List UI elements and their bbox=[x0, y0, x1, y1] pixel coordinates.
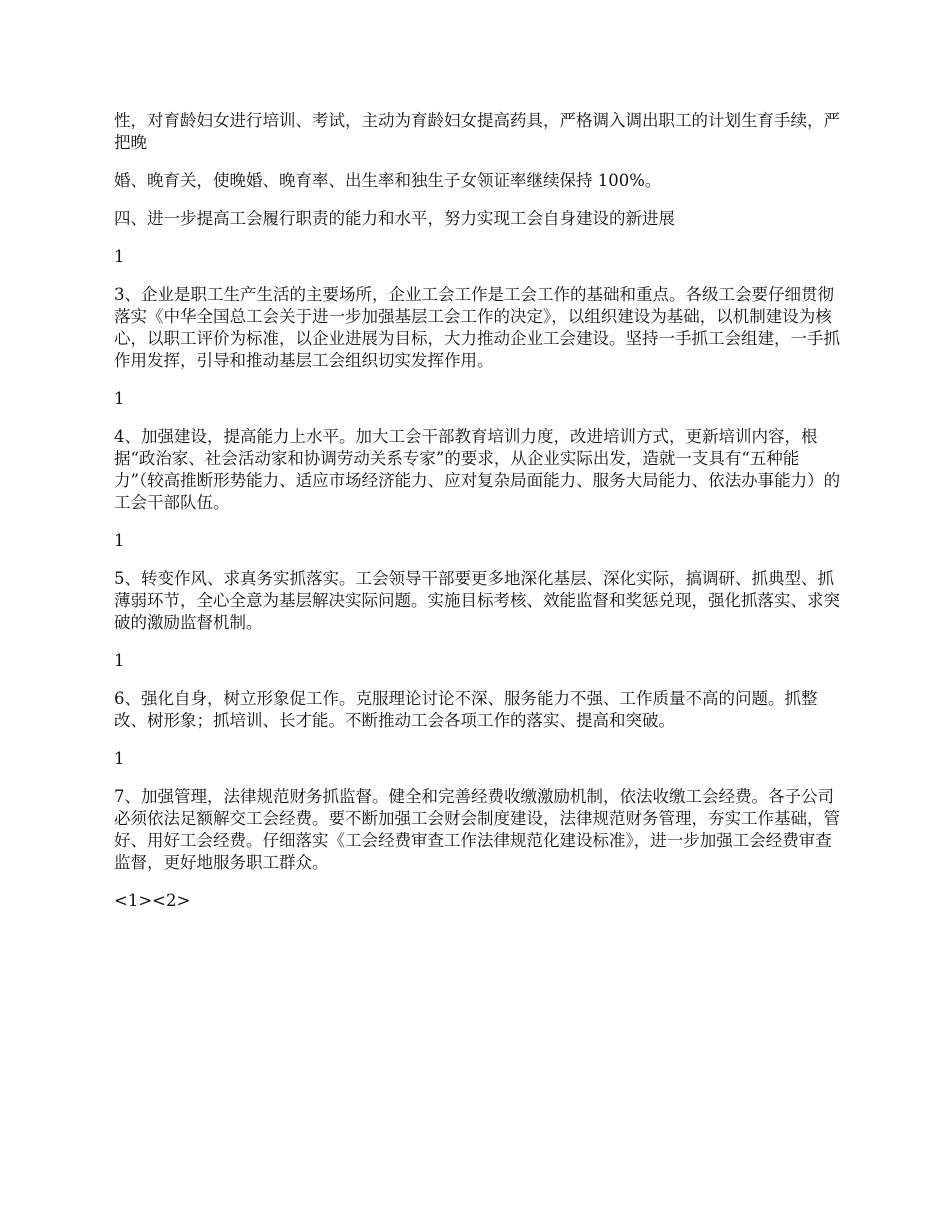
page-number-marker: 1 bbox=[114, 749, 125, 768]
section-heading-four: 四、进一步提高工会履行职责的能力和水平，努力实现工会自身建设的新进展 bbox=[114, 209, 675, 228]
page-number-marker: 1 bbox=[114, 247, 125, 266]
paragraph-item-3: 3、企业是职工生产生活的主要场所，企业工会工作是工会工作的基础和重点。各级工会要仔细贯彻落实《中华全国总工会关于进一步加强基层工会工作的决定》，以组织建设为基础，以机制建设为核心，以职工评价为标准，以企业进展为目标，大力推动企业工会建设。坚持一手抓工会组建，一手抓作用发挥，引导和推动基层工会组织切实发挥作用。 bbox=[114, 285, 840, 370]
paragraph-late-marriage: 婚、晚育关，使晚婚、晚育率、出生率和独生子女领证率继续保持 100%。 bbox=[114, 171, 662, 190]
page-number-marker: 1 bbox=[114, 389, 125, 408]
paragraph-item-6: 6、强化自身，树立形象促工作。克服理论讨论不深、服务能力不强、工作质量不高的问题。抓整改、树形象；抓培训、长才能。不断推动工会各项工作的落实、提高和突破。 bbox=[114, 689, 818, 730]
paragraph-item-7: 7、加强管理，法律规范财务抓监督。健全和完善经费收缴激励机制，依法收缴工会经费。各子公司必须依法足额解交工会经费。要不断加强工会财会制度建设，法律规范财务管理，夯实工作基础，管好、用好工会经费。仔细落实《工会经费审查工作法律规范化建设标准》，进一步加强工会经费审查监督，更好地服务职工群众。 bbox=[114, 787, 840, 872]
paragraph-item-4: 4、加强建设，提高能力上水平。加大工会干部教育培训力度，改进培训方式，更新培训内容，根据“政治家、社会活动家和协调劳动关系专家”的要求，从企业实际出发，造就一支具有“五种能力”（较高推断形势能力、适应市场经济能力、应对复杂局面能力、服务大局能力、依法办事能力）的工会干部队伍。 bbox=[114, 427, 841, 512]
document-body bbox=[114, 110, 846, 912]
paragraph-item-5: 5、转变作风、求真务实抓落实。工会领导干部要更多地深化基层、深化实际，搞调研、抓典型、抓薄弱环节，全心全意为基层解决实际问题。实施目标考核、效能监督和奖惩兑现，强化抓落实、求突破的激励监督机制。 bbox=[114, 569, 840, 632]
page-number-marker: 1 bbox=[114, 531, 125, 550]
pagination-links[interactable]: <1><2> bbox=[114, 891, 191, 910]
page-number-marker: 1 bbox=[114, 651, 125, 670]
paragraph-family-planning: 性，对育龄妇女进行培训、考试，主动为育龄妇女提高药具，严格调入调出职工的计划生育手续，严把晚 bbox=[114, 111, 840, 152]
